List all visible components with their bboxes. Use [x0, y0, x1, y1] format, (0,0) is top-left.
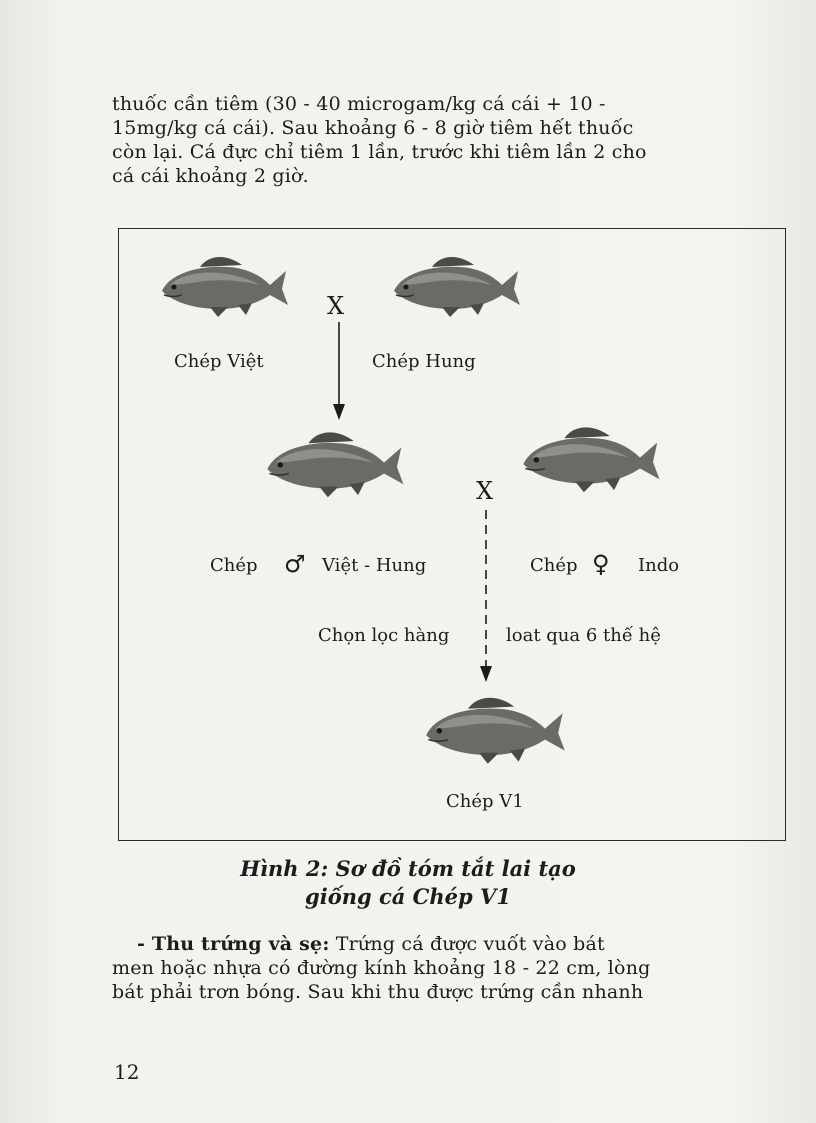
label-chep-male: Chép [210, 555, 258, 576]
male-symbol: ♂ [284, 550, 306, 578]
paragraph-line: 15mg/kg cá cái). Sau khoảng 6 - 8 giờ tiêm hết thuốc [112, 117, 634, 139]
page-number: 12 [114, 1060, 140, 1084]
paragraph-line: bát phải trơn bóng. Sau khi thu được trứng cần nhanh [112, 981, 644, 1003]
label-selection-left: Chọn lọc hàng [318, 625, 450, 646]
fish-chep-hung [394, 257, 520, 317]
arrow-head-1 [333, 404, 345, 420]
label-chep-viet: Chép Việt [174, 351, 264, 372]
section-heading: - Thu trứng và sẹ: [136, 933, 330, 955]
female-symbol: ♀ [592, 550, 610, 578]
paragraph-line: cá cái khoảng 2 giờ. [112, 165, 309, 187]
paragraph-text: Trứng cá được vuốt vào bát [329, 933, 605, 955]
paragraph-line: men hoặc nhựa có đường kính khoảng 18 - 22 cm, lòng [112, 957, 651, 979]
label-chep-female: Chép [530, 555, 578, 576]
figure-caption-line2: giống cá Chép V1 [305, 884, 511, 909]
fish-chep-v1 [426, 698, 565, 764]
fish-chep-viet-hung [267, 432, 403, 497]
label-indo: Indo [638, 555, 680, 576]
arrow-head-2 [480, 666, 492, 682]
paragraph-line: thuốc cần tiêm (30 - 40 microgam/kg cá cái + 10 - [112, 93, 606, 115]
cross-symbol-2: X [476, 477, 494, 505]
figure-caption-line1: Hình 2: Sơ đồ tóm tắt lai tạo [240, 856, 576, 881]
label-selection-right: loat qua 6 thế hệ [506, 625, 661, 646]
bottom-paragraph [112, 932, 784, 1004]
label-chep-hung: Chép Hung [372, 351, 476, 372]
paragraph-line [112, 932, 784, 956]
fish-chep-indo [523, 427, 659, 492]
cross-symbol-1: X [327, 292, 345, 320]
label-chep-v1: Chép V1 [446, 791, 524, 812]
paragraph-line: còn lại. Cá đực chỉ tiêm 1 lần, trước khi tiêm lần 2 cho [112, 141, 647, 163]
fish-chep-viet [162, 257, 288, 317]
label-viet-hung: Việt - Hung [322, 555, 427, 576]
